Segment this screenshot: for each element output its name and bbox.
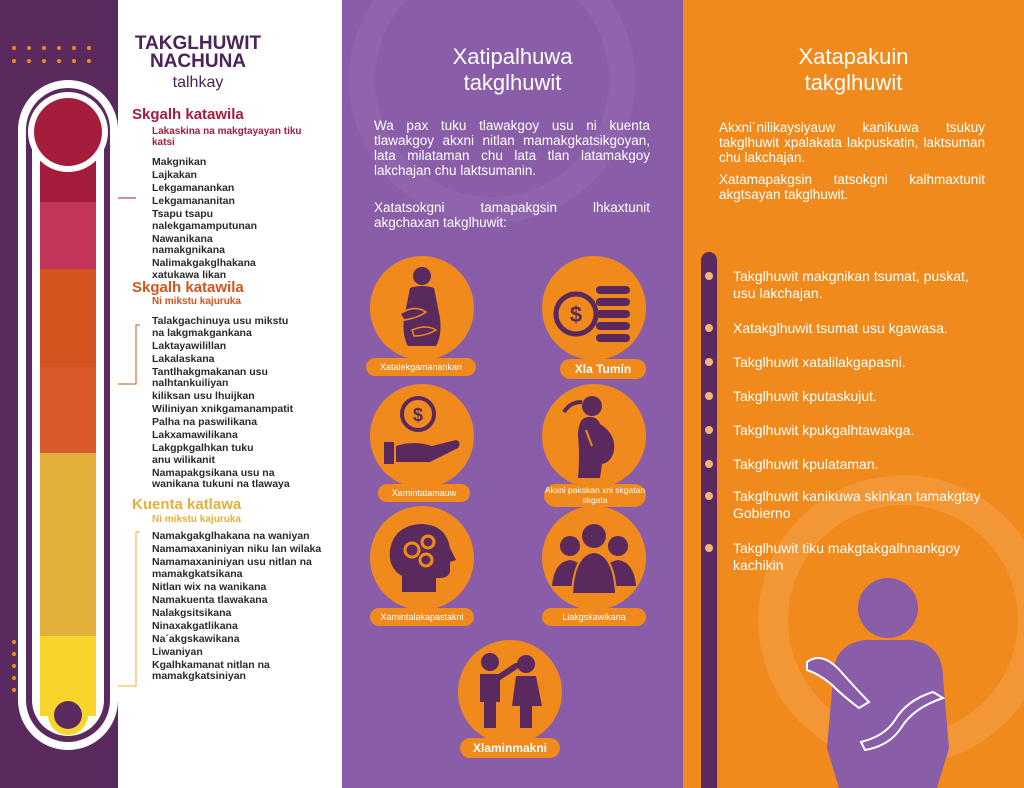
head-gears-icon [370,506,474,610]
bullet-timeline-bar [701,252,717,788]
hitting-woman-icon [458,640,562,744]
list-item: Kgalhkamanat nitlan na mamakgkatsiniyan [152,658,270,682]
icon-label-3: Xamintatamauw [378,484,470,502]
col2-heading-line2: takglhuwit [463,70,562,95]
list-item: Nalakgsitsikana [152,606,232,619]
bullet-item: Takglhuwit makgnikan tsumat, puskat, usu lakchajan. [733,268,969,301]
section-2-subtitle: Ni mikstu kajuruka [152,296,241,307]
list-item: Nalimakgakglhakana xatukawa likan [152,257,256,281]
list-item: Lekgamananitan [152,195,235,207]
col3-paragraph-2: Xatamapakgsin tatsokgni kalhmaxtunit akgtsayan takglhuwit. [719,172,985,202]
col2-heading-line1: Xatipalhuwa [452,44,573,69]
list-item: Namamaxaniniyan niku lan wilaka [152,543,322,555]
list-item: Namakgakglhakana na waniyan [152,530,310,542]
list-item: Namamaxaniniyan usu nitlan na mamakgkatsikana [152,556,312,580]
bullet-dot [705,492,713,500]
list-item: Wiliniyan xnikgamanampatit [152,403,294,415]
col3-heading-line2: takglhuwit [804,70,903,95]
icon-label-5: Xamintalakapastakni [370,608,474,626]
bullet-dot [705,358,713,366]
col2-paragraph-1: Wa pax tuku tlawakgoy usu ni kuenta tlawakgoy akxni nitlan mamakgkatsikgoyan, lata milataman chu lata tlan latamakgoy lakchajan chu laktsumanin. [374,118,650,178]
bullet-dot [705,392,713,400]
col2-paragraph-2: Xatatsokgni tamapakgsin lhkaxtunit akgchaxan takglhuwit: [374,200,650,230]
icon-label-6: Liakgskawikana [542,608,646,626]
section-1-subtitle: Lakaskina na makgtayayan tiku katsi [152,126,302,148]
pregnant-hands-icon [370,256,474,360]
bullet-item: Takglhuwit kpukgalhtawakga. [733,422,915,438]
list-item: Lakxamawilikana [152,429,238,441]
money-hand-icon [370,384,474,488]
list-item: Tsapu tsapu nalekgamamputunan [152,208,258,232]
list-item: Talakgachinuya usu mikstu na lakgmakgankana [152,315,289,339]
connector-lines [118,0,342,788]
list-item: Liwaniyan [152,645,203,658]
list-item: Namapakgsikana usu na wanikana tukuni na tlawaya [152,466,290,490]
list-item: Palha na paswilikana [152,416,258,428]
violence-types-column [342,0,683,788]
bullet-item: Takglhuwit xatalilakgapasni. [733,354,906,370]
col1-title-line3: talhkay [172,74,224,91]
icon-label-1: Xatalekgamanankan [366,358,476,376]
list-item: Lajkakan [152,169,197,181]
section-3-subtitle: Ni mikstu kajuruka [152,514,241,525]
bullet-item: Takglhuwit tiku makgtakgalhnankgoy kachikin [733,540,961,573]
col1-title-line2: NACHUNA [149,51,247,72]
icon-label-4: Akxni pakskan xni skgatan skgata [544,485,646,505]
list-item: Lakgpkgalhkan tuku anu wilikanit [152,442,254,466]
list-item: Tantlhakgmakanan usu nalhtankuiliyan [152,365,268,389]
section-2-title: Skgalh katawila [132,279,244,296]
coins-icon [542,256,646,360]
list-item: Nitlan wix na wanikana [152,580,267,593]
list-item: kiliksan usu lhuijkan [152,390,255,402]
group-people-icon [542,506,646,610]
list-item: Ninaxakgatlikana [152,619,238,632]
col3-paragraph-1: Akxni´nilikaysiyauw kanikuwa tsukuy takglhuwit xpalakata lakpuskatin, laktsuman chu lakchajan. [719,120,985,165]
consequences-column [683,0,1024,788]
col3-heading-line1: Xatapakuin [798,44,909,69]
list-item: Lekgamanankan [152,182,235,194]
icon-label-7: Xlaminmakni [460,738,560,758]
violence-levels-column [118,0,342,788]
bullet-item: Takglhuwit kpulataman. [733,456,879,472]
bullet-dot [705,272,713,280]
list-item: Nawanikana namakgnikana [152,232,225,256]
bullet-item: Takglhuwit kanikuwa skinkan tamakgtay Gobierno [733,488,981,521]
thermometer [0,0,140,788]
bullet-item: Xatakglhuwit tsumat usu kgawasa. [733,320,948,336]
list-item: Laktayawilillan [152,339,227,352]
bullet-dot [705,460,713,468]
svg-text:$: $ [569,302,583,327]
col1-title-line1: TAKGLHUWIT [134,33,262,54]
list-item: Makgnikan [152,156,207,168]
icon-label-2: Xla Tumín [560,359,646,379]
pregnant-woman-icon [542,384,646,488]
bullet-item: Takglhuwit kputaskujut. [733,388,877,404]
woman-hands-illustration [803,578,1024,788]
list-item: Na´akgskawikana [152,632,240,645]
bullet-dot [705,426,713,434]
list-item: Namakuenta tlawakana [152,593,268,606]
section-1-title: Skgalh katawila [132,106,244,123]
list-item: Lakalaskana [152,352,215,365]
section-3-title: Kuenta katlawa [132,496,242,513]
svg-text:$: $ [412,405,424,425]
bullet-dot [705,544,713,552]
bullet-dot [705,324,713,332]
